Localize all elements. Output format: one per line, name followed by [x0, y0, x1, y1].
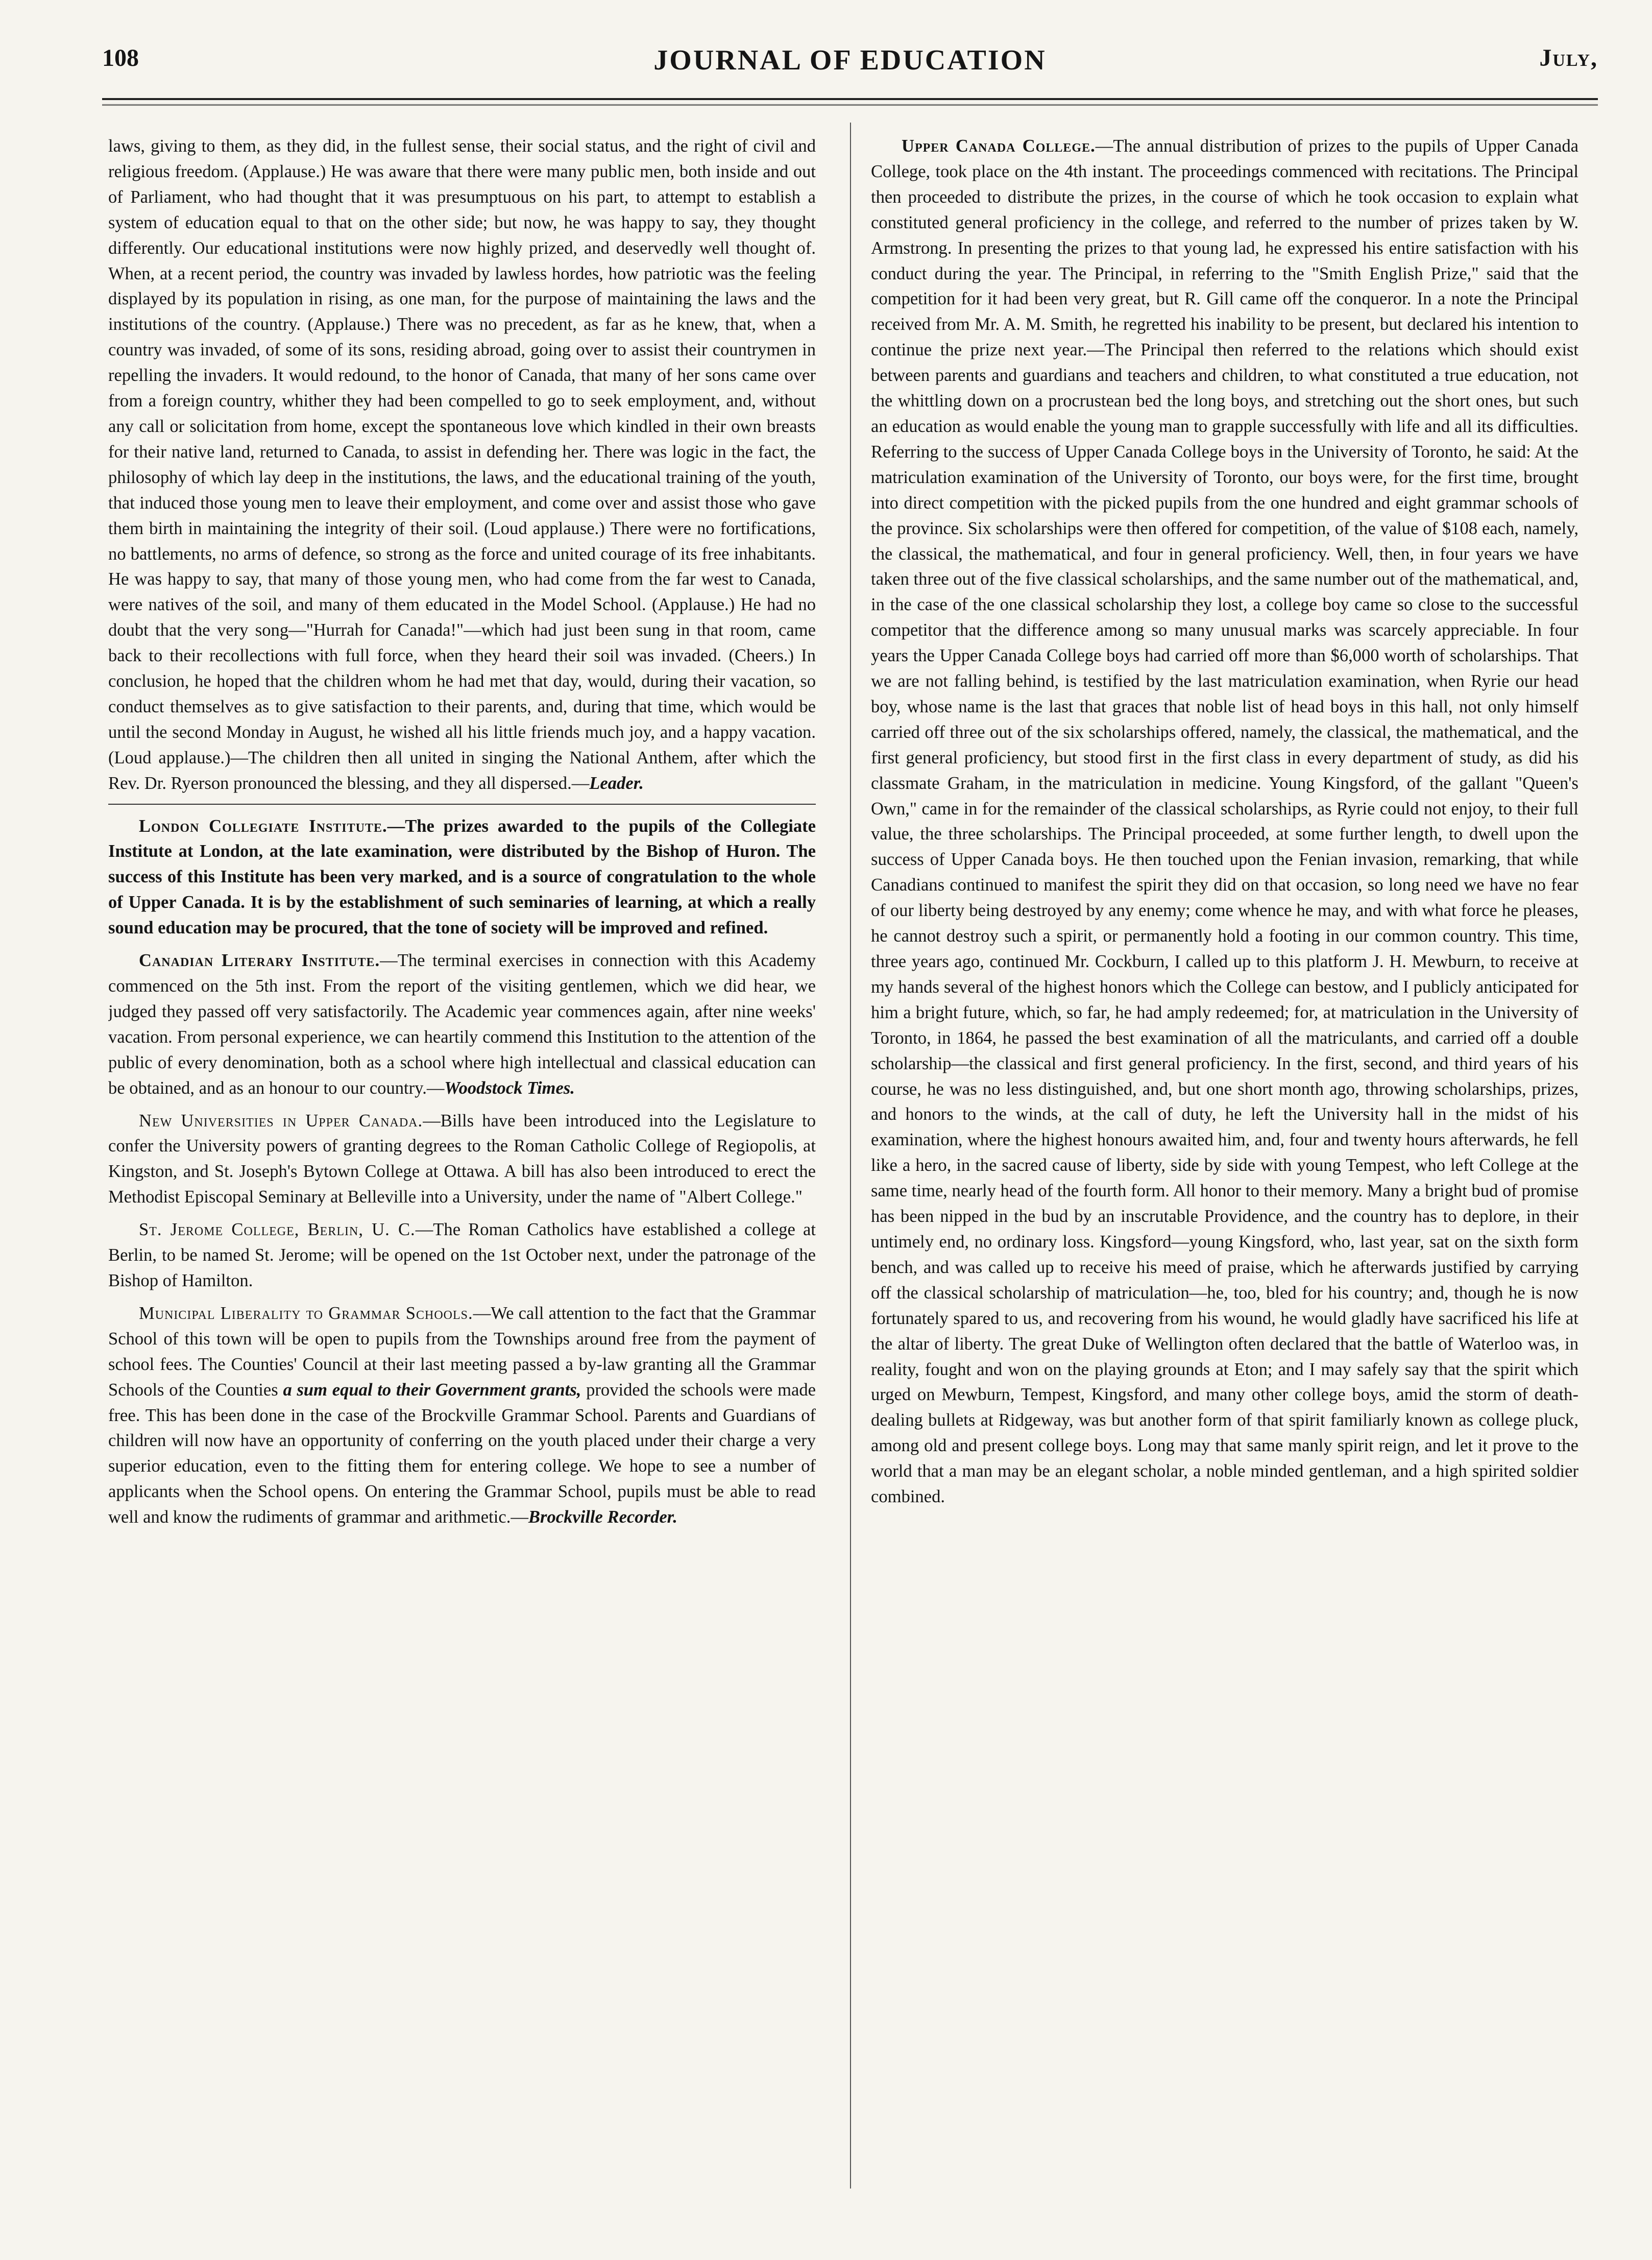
article-london-lead: London Collegiate Institute. [139, 816, 387, 836]
page-number: 108 [102, 44, 139, 71]
issue-month: July, [1539, 44, 1598, 71]
article-universities-lead: New Universities in Upper Canada. [139, 1111, 423, 1131]
article-new-universities [108, 1109, 816, 1211]
header-rule [102, 98, 1598, 100]
article-ucc-lead: Upper Canada College. [902, 136, 1096, 156]
article-canadian-body: —The terminal exercises in connection with this Academy commenced on the 5th inst. From the report of the visiting gentlemen, which we did hear, we judged they passed off very satisfactorily. The Academic year commences again, after nine weeks' vacation. From personal experience, we can heartily commend this Institution to the attention of the public of every denomination, both as a school where high intellectual and classical education can be obtained, and as an honour to our country.— [108, 951, 816, 1098]
article-london-body: —The prizes awarded to the pupils of the Collegiate Institute at London, at the late examination, were distributed by the Bishop of Huron. The success of this Institute has been very marked, and is a source of congratulation to the whole of Upper Canada. It is by the establishment of such seminaries of learning, at which a really sound education may be procured, that the tone of society will be improved and refined. [108, 816, 816, 938]
page-header [102, 44, 1598, 85]
article-municipal-lead: Municipal Liberality to Grammar Schools. [139, 1303, 473, 1323]
article-continued [108, 134, 816, 797]
article-continued-body: laws, giving to them, as they did, in the fullest sense, their social status, and the right of civil and religious freedom. (Applause.) He was aware that there were many public men, both inside and out of Parliament, who had thought that it was presumptuous on his part, to attempt to establish a system of education equal to that on the other side; but now, he was happy to say, they thought differently. Our educational institutions were now highly prized, and deservedly well thought of. When, at a recent period, the country was invaded by lawless hordes, how patriotic was the feeling displayed by its population in rising, as one man, for the purpose of maintaining the laws and the institutions of the country. (Applause.) There was no precedent, as far as he knew, that, when a country was invaded, of some of its sons, residing abroad, going over to assist their countrymen in repelling the invaders. It would redound, to the honor of Canada, that many of her sons came over from a foreign country, whither they had been compelled to go to seek employment, and, without any call or solicitation from home, except the spontaneous love which kindled in their own breasts for their native land, returned to Canada, to assist in defending her. There was logic in the fact, the philosophy of which lay deep in the institutions, the laws, and the educational training of the youth, that induced those young men to leave their employment, and come over and assist those who gave them birth in maintaining the integrity of their soil. (Loud applause.) There were no fortifications, no battlements, no arms of defence, so strong as the force and united courage of its free inhabitants. He was happy to say, that many of those young men, who had come from the far west to Canada, were natives of the soil, and many of them educated in the Model School. (Applause.) He had no doubt that the very song—"Hurrah for Canada!"—which had just been sung in that room, came back to their recollections with full force, when they heard their soil was invaded. (Cheers.) In conclusion, he hoped that the children whom he had met that day, would, during their vacation, so conduct themselves as to give satisfaction to their parents, and, during that time, which would be until the second Monday in August, he wished all his little friends much joy, and a happy vacation. (Loud applause.)—The children then all united in singing the National Anthem, after which the Rev. Dr. Ryerson pronounced the blessing, and they all dispersed.— [108, 136, 816, 793]
article-canadian-source: Woodstock Times. [444, 1078, 575, 1098]
article-jerome-lead: St. Jerome College, Berlin, U. C. [139, 1220, 416, 1240]
column-divider [850, 123, 851, 2189]
article-upper-canada-college [871, 134, 1578, 1510]
journal-title: JOURNAL OF EDUCATION [653, 44, 1047, 76]
article-canadian-literary [108, 948, 816, 1101]
article-ucc-body: —The annual distribution of prizes to the pupils of Upper Canada College, took place on the 4th instant. The proceedings commenced with recitations. The Principal then proceeded to distribute the prizes, in the course of which he took occasion to explain what constituted general proficiency in the college, and referred to the number of prizes taken by W. Armstrong. In presenting the prizes to that young lad, he expressed his entire satisfaction with his conduct during the year. The Principal, in referring to the "Smith English Prize," said that the competition for it had been very great, but R. Gill came off the conqueror. In a note the Principal received from Mr. A. M. Smith, he regretted his inability to be present, but declared his intention to continue the prize next year.—The Principal then referred to the relations which should exist between parents and guardians and teachers and children, to what constituted a true education, not the whittling down on a procrustean bed the long boys, and stretching out the short ones, but such an education as would enable the young man to grapple successfully with life and all its difficulties. Referring to the success of Upper Canada College boys in the University of Toronto, he said: At the matriculation examination of the University of Toronto, our boys were, for the first time, brought into direct competition with the picked pupils from the one hundred and eight grammar schools of the province. Six scholarships were then offered for competition, of the value of $108 each, namely, the classical, the mathematical, and four in general proficiency. Well, then, in four years we have taken three out of the five classical scholarships, and the same number out of the mathematical, and, in the case of the one classical scholarship they lost, a college boy came so close to the successful competitor that the difference among so many unusual marks was scarcely appreciable. In four years the Upper Canada College boys had carried off more than $6,000 worth of scholarships. That we are not falling behind, is testified by the last matriculation examination, when Ryrie our head boy, whose name is the last that graces that noble list of head boys in this hall, not only himself carried off three out of the six scholarships offered, namely, the classical, the mathematical, and the first general proficiency, but stood first in the first class in every department of study, as did his classmate Graham, in the matriculation in medicine. Young Kingsford, of the gallant "Queen's Own," came in for the remainder of the classical scholarships, as Ryrie could not enjoy, to their full value, the three scholarships. The Principal proceeded, at some further length, to dwell upon the success of Upper Canada boys. He then touched upon the Fenian invasion, remarking, that while Canadians continued to manifest the spirit they did on that occasion, so long need we have no fear of our liberty being destroyed by any enemy; come whence he may, and with what force he pleases, he cannot destroy such a spirit, or permanently hold a footing in our common country. This time, three years ago, continued Mr. Cockburn, I called up to this platform J. H. Mewburn, to receive at my hands several of the highest honors which the College can bestow, and I publicly anticipated for him a bright future, which, so far, he had amply redeemed; for, at matriculation in the University of Toronto, in 1864, he passed the best examination of all the matriculants, and carried off a double scholarship—the classical and first general proficiency. In the first, second, and third years of his course, he was no less distinguished, and, but one short month ago, throwing scholarships, prizes, and honors to the winds, at the call of duty, he left the University hall in the midst of his examination, where the highest honours awaited him, and, four and twenty hours afterwards, he fell like a hero, in the sacred cause of liberty, side by side with young Tempest, who left College at the same time, nearly head of the fourth form. All honor to their memory. Many a bright bud of promise has been nipped in the bud by an inscrutable Providence, and the country has to deplore, in their untimely end, no ordinary loss. Kingsford—young Kingsford, who, last year, sat on the sixth form bench, and was called up to receive his meed of praise, which he afterwards justified by carrying off the classical scholarship of matriculation—he, too, bled for his country; and, though he is now fortunately spared to us, and recovering from his wound, he would gladly have sacrificed his life at the altar of liberty. The great Duke of Wellington often declared that the battle of Waterloo was, in reality, fought and won on the playing grounds at Eton; and I may safely say that the spirit which urged on Mewburn, Tempest, Kingsford, and many other college boys, amid the storm of death-dealing bullets at Ridgeway, was but another form of that spirit familiarly known as college pluck, among old and present college boys. Long may that same manly spirit reign, and let it prove to the world that a man may be an elegant scholar, a noble minded gentleman, and a high spirited soldier combined. [871, 136, 1578, 1507]
article-universities-body: —Bills have been introduced into the Legislature to confer the University powers of granting degrees to the Roman Catholic College of Regiopolis, at Kingston, and St. Joseph's Bytown College at Ottawa. A bill has also been introduced to erect the Methodist Episcopal Seminary at Belleville into a University, under the name of "Albert College." [108, 1111, 816, 1207]
article-municipal-source: Brockville Recorder. [528, 1507, 677, 1527]
left-column [108, 134, 816, 2181]
article-canadian-lead: Canadian Literary Institute. [139, 951, 380, 971]
article-london-collegiate [108, 814, 816, 942]
article-municipal-body-1: —We call attention to the fact that the Grammar School of this town will be open to pupils from the Townships around free from the payment of school fees. The Counties' Council at their last meeting passed a by-law granting all the Grammar Schools of the Counties [108, 1303, 816, 1400]
article-separator [108, 804, 816, 805]
article-municipal-italic: a sum equal to their Government grants, [283, 1380, 581, 1400]
right-column [871, 134, 1578, 2181]
article-municipal-body-2: provided the schools were made free. This has been done in the case of the Brockville Grammar School. Parents and Guardians of children will now have an opportunity of conferring on the youth placed under their charge a very superior education, even to the fitting them for entering college. We hope to see a number of applicants when the School opens. On entering the Grammar School, pupils must be able to read well and know the rudiments of grammar and arithmetic.— [108, 1380, 816, 1527]
article-continued-source: Leader. [589, 773, 644, 793]
article-municipal-liberality [108, 1301, 816, 1530]
article-jerome-body: —The Roman Catholics have established a college at Berlin, to be named St. Jerome; will be opened on the 1st October next, under the patronage of the Bishop of Hamilton. [108, 1220, 816, 1290]
article-st-jerome [108, 1217, 816, 1294]
header-double-rule [102, 104, 1598, 109]
